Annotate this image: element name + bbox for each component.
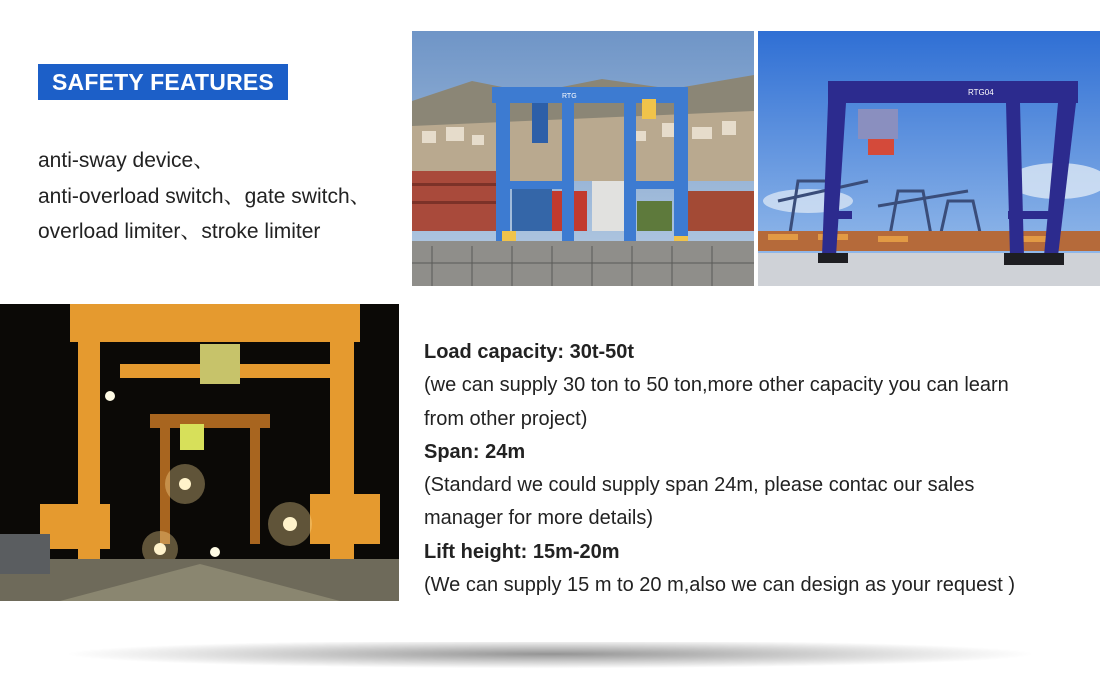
photo-night-gantry-crane	[0, 304, 399, 601]
safety-features-badge: SAFETY FEATURES	[38, 64, 288, 100]
feature-line: overload limiter、stroke limiter	[38, 220, 321, 243]
crane-1-label: RTG	[562, 93, 577, 100]
span-note-line-1: (Standard we could supply span 24m, please contac our sales	[424, 474, 975, 497]
specifications	[424, 336, 1094, 602]
photo-port-gantry-crane-city	[412, 31, 754, 286]
lift-height-note: (We can supply 15 m to 20 m,also we can design as your request )	[424, 574, 1016, 597]
span-note-line-2: manager for more details)	[424, 507, 653, 530]
safety-features-list	[38, 143, 371, 250]
feature-line: anti-sway device、	[38, 149, 215, 172]
span-heading: Span: 24m	[424, 440, 526, 463]
bottom-shadow-divider	[0, 642, 1100, 672]
photo-navy-gantry-crane	[758, 31, 1100, 286]
lift-height-heading: Lift height: 15m-20m	[424, 540, 620, 563]
crane-2-label: RTG04	[968, 88, 994, 97]
load-capacity-note-line-2: from other project)	[424, 407, 588, 430]
feature-line: anti-overload switch、gate switch、	[38, 184, 371, 208]
load-capacity-heading: Load capacity: 30t-50t	[424, 341, 635, 363]
load-capacity-note-line-1: (we can supply 30 ton to 50 ton,more other capacity you can learn	[424, 374, 1009, 397]
